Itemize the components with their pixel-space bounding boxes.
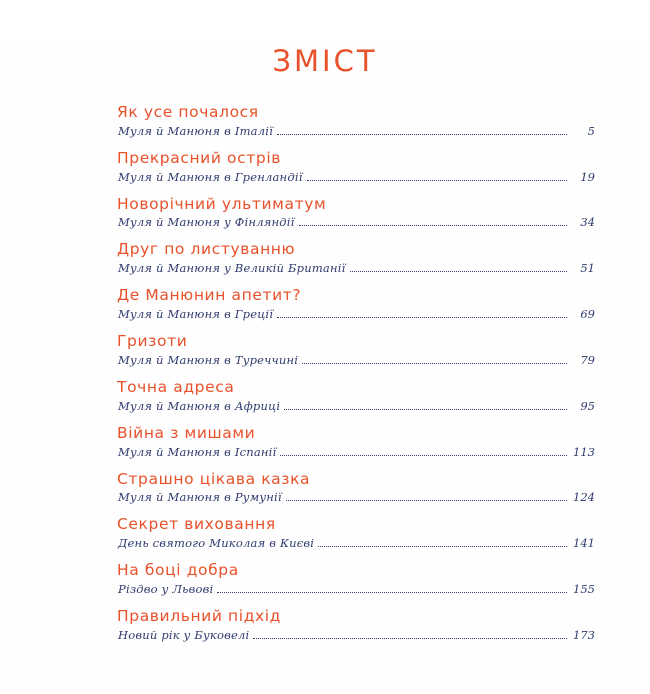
chapter-subtitle: Різдво у Львові xyxy=(118,581,214,596)
chapter-subtitle: День святого Миколая в Києві xyxy=(118,536,315,551)
chapter-title: Новорічний ультиматум xyxy=(117,194,327,213)
leader-dots xyxy=(299,225,567,226)
leader-dots xyxy=(277,134,567,135)
page-number: 124 xyxy=(573,490,595,505)
chapter-subline xyxy=(117,215,595,229)
chapter-subtitle: Новий рік у Буковелі xyxy=(118,627,250,642)
table-of-contents xyxy=(55,104,595,642)
page-title: ЗМІСТ xyxy=(272,44,378,78)
chapter-title: Як усе почалося xyxy=(117,103,259,121)
chapter-title: Прекрасний острів xyxy=(117,148,281,167)
chapter-subline xyxy=(117,124,595,138)
leader-dots xyxy=(277,317,567,318)
chapter-subline xyxy=(117,261,595,275)
chapter-title: Друг по листуванню xyxy=(117,240,296,259)
chapter-subline xyxy=(117,536,595,550)
leader-dots xyxy=(350,271,567,272)
page-number: 5 xyxy=(587,123,595,138)
chapter-title: Правильний підхід xyxy=(117,606,282,625)
page-number: 79 xyxy=(580,352,595,367)
toc-entry[interactable] xyxy=(117,379,595,413)
chapter-title: На боці добра xyxy=(117,561,239,580)
chapter-subline xyxy=(117,490,595,504)
document-page xyxy=(0,44,650,694)
leader-dots xyxy=(302,363,567,364)
toc-entry[interactable] xyxy=(117,150,595,184)
chapter-title: Страшно цікава казка xyxy=(117,469,311,488)
chapter-subline xyxy=(117,399,595,413)
page-number: 113 xyxy=(573,444,595,459)
leader-dots xyxy=(217,592,567,593)
chapter-subtitle: Муля й Манюня в Італії xyxy=(118,123,274,138)
toc-entry[interactable] xyxy=(117,608,595,642)
toc-entry[interactable] xyxy=(117,196,595,230)
toc-entry[interactable] xyxy=(117,562,595,596)
chapter-subline xyxy=(117,307,595,321)
chapter-subline xyxy=(117,170,595,184)
leader-dots xyxy=(253,638,567,639)
chapter-subline xyxy=(117,582,595,596)
chapter-title: Секрет виховання xyxy=(117,515,276,534)
leader-dots xyxy=(280,455,567,456)
chapter-title: Точна адреса xyxy=(117,377,235,396)
chapter-subtitle: Муля й Манюня в Греції xyxy=(118,307,274,322)
page-number: 173 xyxy=(573,627,595,642)
page-number: 34 xyxy=(580,215,595,230)
chapter-subtitle: Муля й Манюня у Великій Британії xyxy=(118,261,346,276)
chapter-subtitle: Муля й Манюня у Фінляндії xyxy=(118,215,295,230)
leader-dots xyxy=(286,500,567,501)
chapter-subtitle: Муля й Манюня в Румунії xyxy=(118,490,282,505)
chapter-subtitle: Муля й Манюня в Іспанії xyxy=(118,444,277,459)
page-number: 141 xyxy=(573,536,595,551)
page-number: 69 xyxy=(580,307,595,322)
toc-entry[interactable] xyxy=(117,241,595,275)
page-number: 95 xyxy=(580,398,595,413)
toc-entry[interactable] xyxy=(117,516,595,550)
toc-entry[interactable] xyxy=(117,471,595,505)
leader-dots xyxy=(318,546,567,547)
leader-dots xyxy=(284,409,567,410)
chapter-title: Де Манюнин апетит? xyxy=(117,286,302,305)
toc-entry[interactable] xyxy=(117,333,595,367)
chapter-title: Війна з мишами xyxy=(117,423,256,442)
toc-entry[interactable] xyxy=(117,104,595,138)
page-number: 51 xyxy=(580,261,595,276)
chapter-subtitle: Муля й Манюня в Туреччині xyxy=(118,352,299,367)
toc-entry[interactable] xyxy=(117,287,595,321)
page-number: 155 xyxy=(573,581,595,596)
chapter-subline xyxy=(117,628,595,642)
chapter-subtitle: Муля й Манюня в Африці xyxy=(118,398,281,413)
toc-entry[interactable] xyxy=(117,425,595,459)
chapter-subline xyxy=(117,353,595,367)
chapter-subtitle: Муля й Манюня в Гренландії xyxy=(118,169,303,184)
chapter-title: Гризоти xyxy=(117,332,188,351)
chapter-subline xyxy=(117,445,595,459)
leader-dots xyxy=(307,180,567,181)
page-number: 19 xyxy=(580,169,595,184)
